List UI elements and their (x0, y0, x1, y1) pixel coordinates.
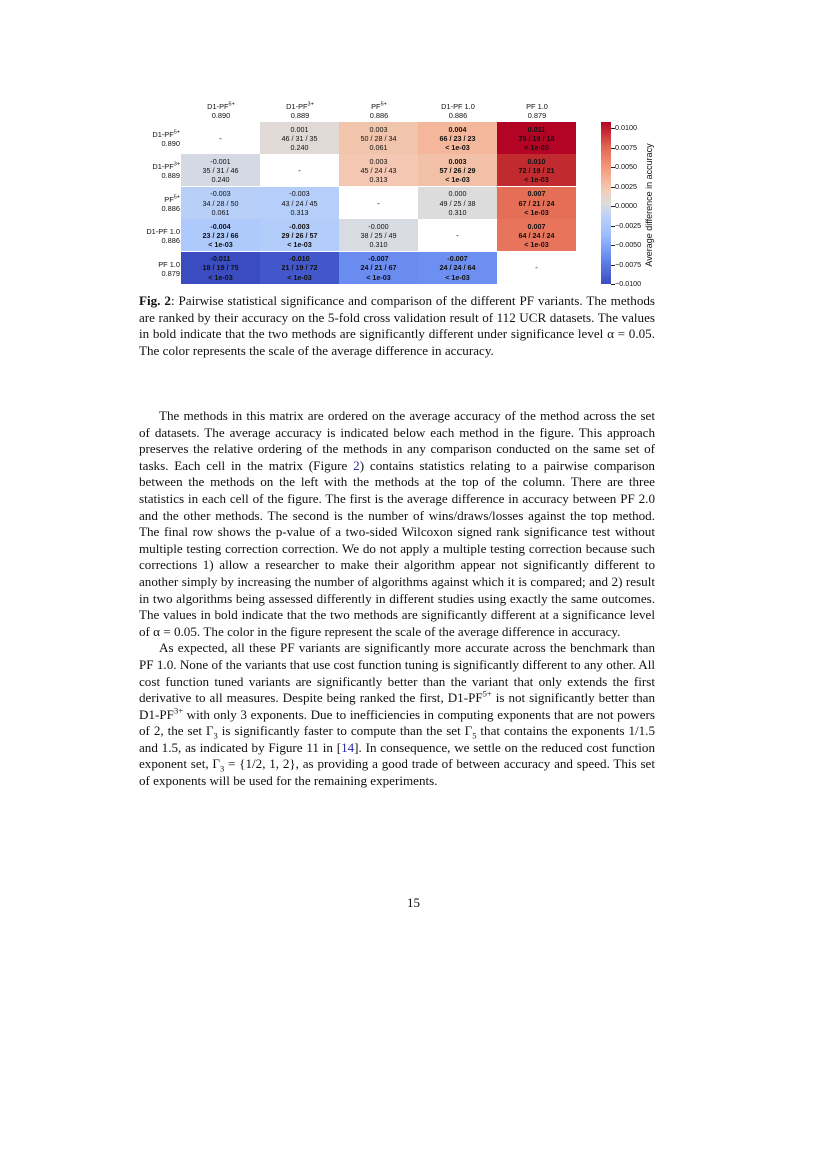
matrix-cell (497, 187, 576, 219)
column-header (339, 102, 419, 120)
colorbar-tick-label: −0.0075 (615, 259, 642, 269)
cell-p-value: < 1e-03 (524, 175, 549, 185)
matrix-cell (181, 187, 260, 219)
cell-mean-difference: 0.007 (527, 221, 546, 231)
cell-p-value: < 1e-03 (287, 272, 312, 282)
colorbar-tick-label: 0.0050 (615, 162, 637, 171)
matrix-cell (260, 154, 339, 186)
matrix-cell (339, 154, 418, 186)
cell-dash: - (298, 166, 301, 176)
matrix-cell (497, 252, 576, 284)
matrix-cell (181, 154, 260, 186)
body-text (139, 408, 655, 790)
column-header (418, 102, 498, 120)
colorbar-tick-label: 0.0100 (615, 123, 637, 132)
matrix-cell (339, 122, 418, 154)
colorbar-tick-label: 0.0000 (615, 201, 637, 210)
column-header (497, 102, 577, 120)
cell-p-value: < 1e-03 (445, 272, 470, 282)
column-accuracy: 0.879 (527, 111, 547, 120)
figure-ref-link[interactable]: 2 (353, 457, 360, 473)
column-accuracy: 0.886 (369, 111, 389, 120)
cell-mean-difference: -0.004 (210, 221, 231, 231)
cell-mean-difference: -0.010 (289, 254, 310, 264)
cell-mean-difference: 0.004 (448, 124, 467, 134)
matrix-cell (418, 187, 497, 219)
cell-mean-difference: 0.000 (448, 189, 467, 199)
row-method-name: $PF^{5+}$ (164, 194, 180, 204)
matrix-cell (260, 252, 339, 284)
row-accuracy: 0.890 (161, 139, 180, 148)
matrix-cell (181, 219, 260, 251)
cell-win-draw-loss: 38 / 25 / 49 (360, 231, 397, 241)
cell-mean-difference: -0.003 (210, 189, 231, 199)
row-accuracy: 0.879 (161, 268, 180, 278)
cell-win-draw-loss: 23 / 23 / 66 (202, 231, 239, 241)
cell-p-value: 0.310 (448, 207, 467, 217)
cell-dash: - (535, 263, 538, 273)
cell-mean-difference: 0.003 (369, 124, 388, 134)
cell-mean-difference: 0.007 (527, 189, 546, 199)
colorbar-title: Average difference in accuracy (644, 143, 654, 267)
row-accuracy: 0.886 (161, 236, 180, 246)
row-header (158, 260, 180, 278)
row-header (152, 130, 180, 148)
cell-win-draw-loss: 75 / 19 / 18 (518, 133, 555, 143)
cell-p-value: < 1e-03 (208, 240, 233, 250)
cell-p-value: 0.313 (290, 207, 309, 217)
matrix-cell (260, 187, 339, 219)
caption-label: Fig. 2 (139, 293, 171, 308)
column-method-name: $D1-PF^{3+}$ (286, 101, 314, 111)
cell-p-value: 0.240 (211, 175, 230, 185)
matrix-cell (181, 252, 260, 284)
column-accuracy: 0.889 (290, 111, 310, 120)
row-accuracy: 0.886 (161, 203, 180, 213)
colorbar-tick-label: 0.0075 (615, 142, 637, 152)
column-method-name: PF 1.0 (526, 102, 548, 111)
cell-win-draw-loss: 46 / 31 / 35 (281, 133, 318, 143)
cell-p-value: 0.061 (369, 143, 388, 153)
matrix-cell (418, 219, 497, 251)
cell-win-draw-loss: 49 / 25 / 38 (439, 198, 476, 208)
column-header (181, 102, 261, 120)
cell-mean-difference: 0.003 (448, 157, 467, 167)
cell-mean-difference: -0.001 (210, 157, 231, 167)
cell-win-draw-loss: 24 / 21 / 67 (360, 263, 397, 273)
cell-win-draw-loss: 29 / 26 / 57 (281, 231, 318, 241)
cell-win-draw-loss: 50 / 28 / 34 (360, 133, 397, 143)
cell-win-draw-loss: 57 / 26 / 29 (439, 166, 476, 176)
cell-mean-difference: 0.011 (527, 124, 546, 134)
cell-p-value: 0.061 (211, 207, 230, 217)
cell-p-value: < 1e-03 (445, 143, 470, 153)
cell-p-value: 0.310 (369, 240, 388, 250)
cell-dash: - (456, 231, 459, 241)
colorbar-tick-label: 0.0025 (615, 181, 637, 191)
cell-mean-difference: -0.007 (447, 254, 468, 264)
cell-win-draw-loss: 66 / 23 / 23 (439, 133, 476, 143)
column-accuracy: 0.890 (211, 111, 231, 120)
matrix-cell (418, 252, 497, 284)
cell-p-value: < 1e-03 (524, 143, 549, 153)
cell-mean-difference: -0.007 (368, 254, 389, 264)
cell-mean-difference: -0.011 (210, 254, 231, 264)
row-method-name: D1-PF 1.0 (146, 227, 180, 237)
cell-p-value: < 1e-03 (524, 207, 549, 217)
matrix-cell (181, 122, 260, 154)
cell-mean-difference: 0.001 (290, 124, 309, 134)
cell-win-draw-loss: 18 / 19 / 75 (202, 263, 239, 273)
cell-dash: - (377, 198, 380, 208)
cell-p-value: < 1e-03 (445, 175, 470, 185)
cell-win-draw-loss: 45 / 24 / 43 (360, 166, 397, 176)
cell-win-draw-loss: 35 / 31 / 46 (202, 166, 239, 176)
cell-mean-difference: -0.003 (289, 221, 310, 231)
matrix-cell (418, 122, 497, 154)
matrix-cell (260, 122, 339, 154)
matrix-cell (497, 219, 576, 251)
colorbar-tick-label: −0.0025 (615, 220, 642, 230)
cell-mean-difference: -0.003 (289, 189, 310, 199)
page-number: 15 (407, 895, 420, 910)
column-header (260, 102, 340, 120)
row-header (162, 195, 181, 213)
cell-dash: - (219, 133, 222, 143)
matrix-cell (260, 219, 339, 251)
colorbar-tick-label: −0.0050 (615, 240, 642, 249)
colorbar-tick-label: −0.0100 (615, 279, 642, 288)
figure-caption (139, 293, 655, 360)
cell-win-draw-loss: 21 / 19 / 72 (281, 263, 318, 273)
cell-mean-difference: 0.003 (369, 157, 388, 167)
column-method-name: D1-PF 1.0 (441, 102, 475, 111)
column-method-name: $PF^{5+}$ (371, 101, 387, 111)
caption-text: : Pairwise statistical significance and comparison of the different PF variants. The methods are ranked by their accuracy on the 5-fold cross validation result of 112 UCR datasets. The values in bold indicate that the two methods are significantly different under significance level α = 0.05. The color represents the scale of the average difference in accuracy. (139, 293, 656, 359)
cell-win-draw-loss: 43 / 24 / 45 (281, 198, 318, 208)
matrix-cell (339, 187, 418, 219)
row-method-name: $D1-PF^{3+}$ (152, 161, 180, 172)
cell-p-value: < 1e-03 (524, 240, 549, 250)
column-method-name: $D1-PF^{5+}$ (207, 101, 235, 111)
cell-p-value: 0.313 (369, 175, 388, 185)
matrix-cell (497, 122, 576, 154)
cell-p-value: < 1e-03 (208, 272, 233, 282)
cell-win-draw-loss: 72 / 19 / 21 (518, 166, 555, 176)
cell-win-draw-loss: 64 / 24 / 24 (518, 231, 555, 241)
matrix-cell (497, 154, 576, 186)
row-method-name: $D1-PF^{5+}$ (152, 129, 180, 139)
paragraph-2: As expected, all these PF variants are significantly more accurate across the benchmark than PF 1.0. None of the variants that use cost function tuning is significantly different to any other. All cost function tuned variants are significantly better than the variant that only extends the first derivative to all measures. Despite being ranked the first, $D1-PF^{5+}$ is not significantly better than $D1-PF^{3+}$ with only 3 exponents. Due to inefficiencies in computing exponents that are not powers of 2, the set $\Gamma_3$ is significantly faster to compute than the set $\Gamma_5$ that contains the exponents 1/1.5 and 1.5, as indicated by Figure 11 in [14]. In consequence, we settle on the reduced cost function exponent set, $\Gamma_3 = \{1/2$, 1, 2}, as providing a good trade of between accuracy and speed. This set of exponents will be used for the remaining experiments. (139, 640, 656, 789)
matrix-cell (418, 154, 497, 186)
row-method-name: PF 1.0 (158, 259, 180, 269)
row-header (146, 227, 180, 245)
cell-win-draw-loss: 34 / 28 / 50 (202, 198, 239, 208)
row-accuracy: 0.889 (161, 171, 180, 181)
cell-mean-difference: 0.010 (527, 157, 546, 167)
cell-p-value: < 1e-03 (287, 240, 312, 250)
matrix-cell (339, 219, 418, 251)
column-accuracy: 0.886 (448, 111, 468, 120)
colorbar (601, 122, 611, 284)
cell-win-draw-loss: 24 / 24 / 64 (439, 263, 476, 273)
cell-win-draw-loss: 67 / 21 / 24 (518, 198, 555, 208)
row-header (152, 162, 180, 180)
matrix-cell (339, 252, 418, 284)
cell-mean-difference: -0.000 (368, 221, 389, 231)
cell-p-value: < 1e-03 (366, 272, 391, 282)
cell-p-value: 0.240 (290, 143, 309, 153)
citation-link[interactable]: 14 (341, 739, 355, 755)
paragraph-1: The methods in this matrix are ordered on the average accuracy of the method across the set of datasets. The average accuracy is indicated below each method in the figure. This approach preserves the relative ordering of the methods in any comparison conducted on the same set of tasks. Each cell in the matrix (Figure 2) contains statistics relating to a pairwise comparison between the methods on the left with the methods at the top of the column. There are three statistics in each cell of the figure. The first is the average difference in accuracy between PF 2.0 and the other methods. The second is the number of wins/draws/losses against the top method. The final row shows the p-value of a two-sided Wilcoxon signed rank significance test without multiple testing correction correction. We do not apply a multiple testing correction because such corrections 1) allow a researcher to make their algorithm appear not significantly different to another simply by increasing the number of algorithms against which it is compared; and 2) result in two algorithms being assessed differently in different studies using exactly the same outcomes. The values in bold indicate that the two methods are significantly different at a significance level of α = 0.05. The color in the figure represent the scale of the average difference in accuracy. (139, 408, 655, 639)
